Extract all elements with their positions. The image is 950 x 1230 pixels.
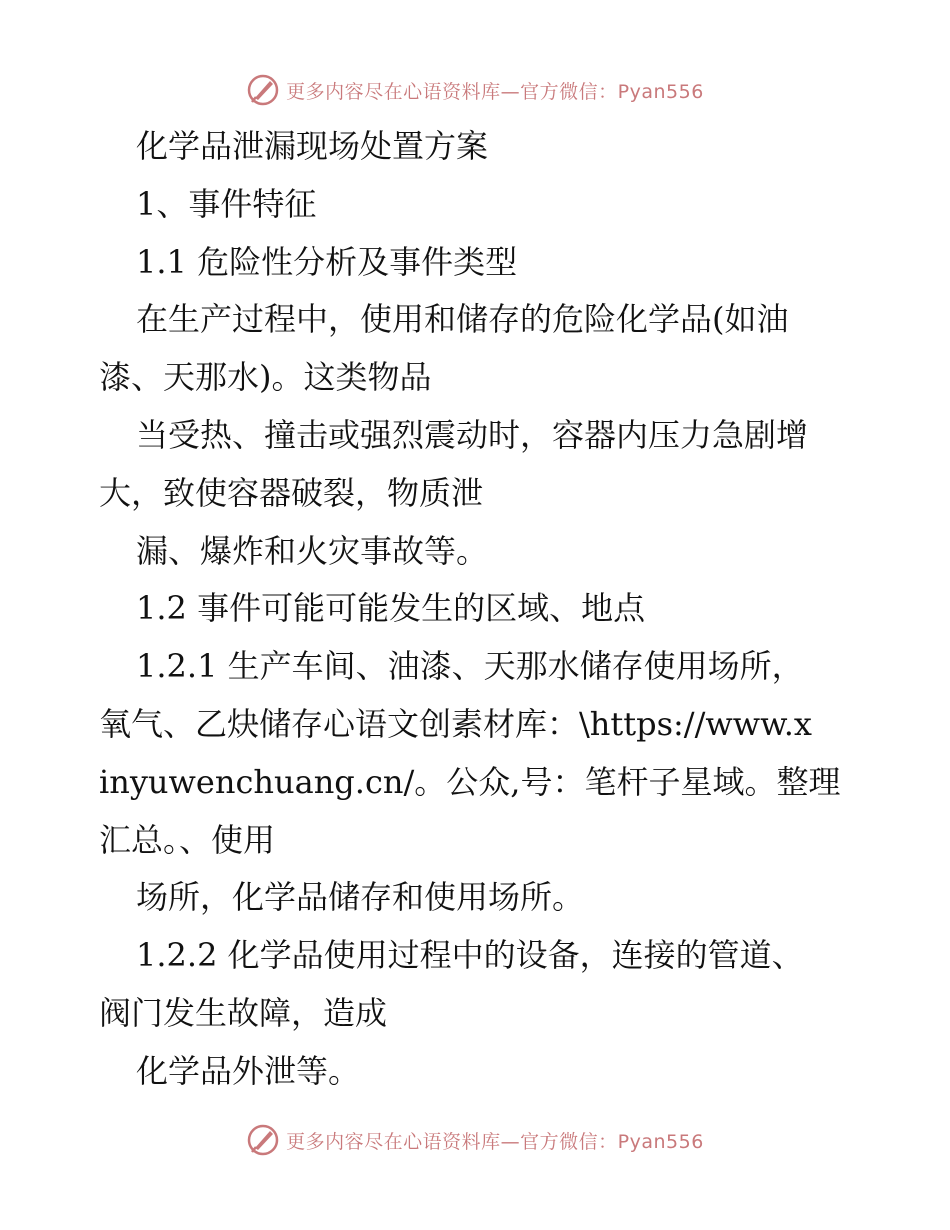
doc-line: 1.2.2 化学品使用过程中的设备，连接的管道、 [136, 936, 804, 975]
doc-line: 1、事件特征 [136, 184, 317, 223]
doc-line: 汇总。、使用 [99, 820, 276, 859]
header-banner-text: 更多内容尽在心语资料库—官方微信：Pyan556 [286, 80, 704, 103]
footer-banner [0, 1118, 950, 1162]
header-banner [0, 68, 950, 112]
document-body [99, 118, 851, 1101]
doc-line: 1.2.1 生产车间、油漆、天那水储存使用场所， [136, 647, 804, 686]
doc-line: 漆、天那水)。这类物品 [99, 358, 432, 397]
doc-line: 漏、爆炸和火灾事故等。 [136, 531, 489, 570]
doc-line: 大，致使容器破裂，物质泄 [99, 473, 484, 512]
doc-line: 氧气、乙炔储存心语文创素材库：\https://www.x [99, 704, 812, 743]
doc-line: 阀门发生故障，造成 [99, 993, 388, 1032]
doc-line: 1.1 危险性分析及事件类型 [136, 242, 518, 281]
quill-logo-icon [246, 73, 280, 107]
doc-line: 在生产过程中，使用和储存的危险化学品(如油 [136, 300, 789, 339]
footer-banner-text: 更多内容尽在心语资料库—官方微信：Pyan556 [286, 1130, 704, 1153]
doc-line: 场所，化学品储存和使用场所。 [136, 878, 585, 917]
doc-line: 化学品泄漏现场处置方案 [136, 127, 489, 165]
doc-line: 化学品外泄等。 [136, 1051, 361, 1090]
doc-line: inyuwenchuang.cn/。公众,号：笔杆子星域。整理 [99, 762, 841, 801]
doc-line: 当受热、撞击或强烈震动时，容器内压力急剧增 [136, 415, 809, 454]
doc-line: 1.2 事件可能可能发生的区域、地点 [136, 589, 646, 628]
quill-logo-icon [246, 1123, 280, 1157]
